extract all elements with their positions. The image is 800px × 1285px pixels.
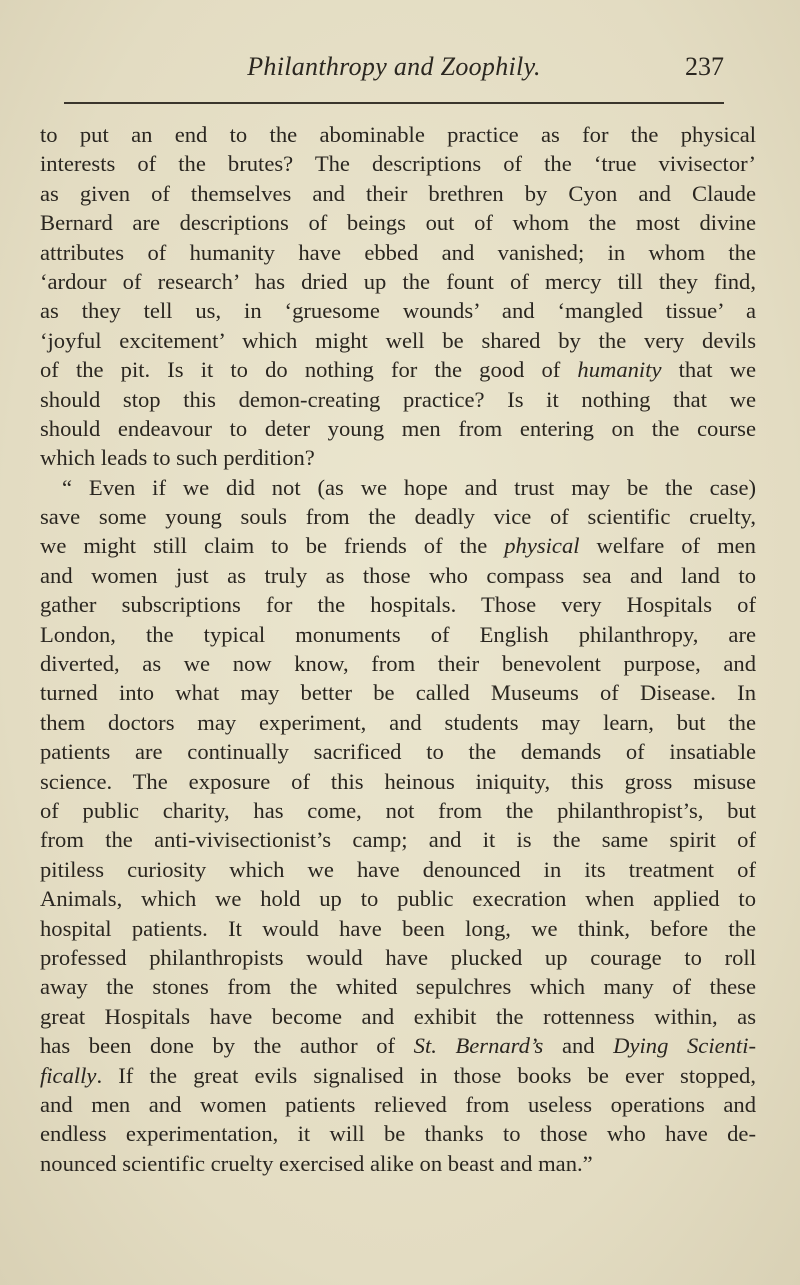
text-line-11: should endeavour to deter young men from entering on the course [40, 415, 756, 441]
text-line-27: Animals, which we hold up to public execration when applied to [40, 886, 756, 912]
italic-physical: physical [504, 533, 580, 559]
text-line-19: diverted, as we now know, from their benevolent purpose, and [40, 651, 756, 677]
italic-dying-scienti: Dying Scienti- [613, 1033, 756, 1059]
text-line-30: away the stones from the whited sepulchres which many of these [40, 974, 756, 1000]
text-line-3: as given of themselves and their brethren by Cyon and Claude [40, 180, 756, 206]
text-line-34: and men and women patients relieved from useless operations and [40, 1091, 756, 1117]
italic-st-bernards: St. Bernard’s [413, 1033, 544, 1059]
text-line-32: has been done by the author of St. Bernard’s and Dying Scienti- [40, 1033, 756, 1059]
text-line-10: should stop this demon-creating practice? Is it nothing that we [40, 386, 756, 412]
text-line-36: nounced scientific cruelty exercised alike on beast and man.” [40, 1150, 593, 1176]
text-line-35: endless experimentation, it will be thanks to those who have de- [40, 1121, 756, 1147]
page-number: 237 [685, 52, 724, 81]
text-line-28: hospital patients. It would have been long, we think, before the [40, 915, 756, 941]
text-line-21: them doctors may experiment, and students may learn, but the [40, 709, 756, 735]
body-text [40, 120, 756, 1178]
text-line-1: to put an end to the abominable practice as for the physical [40, 122, 756, 147]
text-line-29: professed philanthropists would have plucked up courage to roll [40, 944, 756, 970]
text-line-18: London, the typical monuments of English philanthropy, are [40, 621, 756, 647]
page-header [64, 52, 724, 92]
text-line-17: gather subscriptions for the hospitals. Those very Hospitals of [40, 592, 756, 618]
text-line-31: great Hospitals have become and exhibit the rottenness within, as [40, 1003, 756, 1029]
text-line-8: ‘joyful excitement’ which might well be shared by the very devils [40, 327, 756, 353]
text-line-16: and women just as truly as those who compass sea and land to [40, 562, 756, 588]
running-title: Philanthropy and Zoophily. [247, 52, 541, 81]
text-line-13: “ Even if we did not (as we hope and trust may be the case) [62, 474, 756, 500]
text-line-20: turned into what may better be called Museums of Disease. In [40, 680, 756, 706]
text-line-22: patients are continually sacrificed to the demands of insatiable [40, 739, 756, 765]
italic-fically: fically [40, 1062, 97, 1088]
text-line-2: interests of the brutes? The descriptions of the ‘true vivisector’ [40, 151, 756, 177]
text-line-24: of public charity, has come, not from the philanthropist’s, but [40, 797, 756, 823]
text-line-7: as they tell us, in ‘gruesome wounds’ and ‘mangled tissue’ a [40, 298, 756, 324]
text-line-25: from the anti-vivisectionist’s camp; and it is the same spirit of [40, 827, 756, 853]
text-line-23: science. The exposure of this heinous iniquity, this gross misuse [40, 768, 756, 794]
text-line-15: we might still claim to be friends of the physical welfare of men [40, 533, 756, 559]
text-line-12: which leads to such perdition? [40, 445, 315, 471]
text-line-5: attributes of humanity have ebbed and vanished; in whom the [40, 239, 756, 265]
text-line-26: pitiless curiosity which we have denounced in its treatment of [40, 856, 756, 882]
italic-humanity: humanity [577, 357, 662, 383]
text-line-4: Bernard are descriptions of beings out of whom the most divine [40, 210, 756, 236]
text-line-9: of the pit. Is it to do nothing for the good of humanity that we [40, 357, 756, 383]
text-line-33: fically. If the great evils signalised in those books be ever stopped, [40, 1062, 756, 1088]
header-rule [64, 102, 724, 104]
text-line-14: save some young souls from the deadly vice of scientific cruelty, [40, 504, 756, 530]
text-line-6: ‘ardour of research’ has dried up the fount of mercy till they find, [40, 268, 756, 294]
